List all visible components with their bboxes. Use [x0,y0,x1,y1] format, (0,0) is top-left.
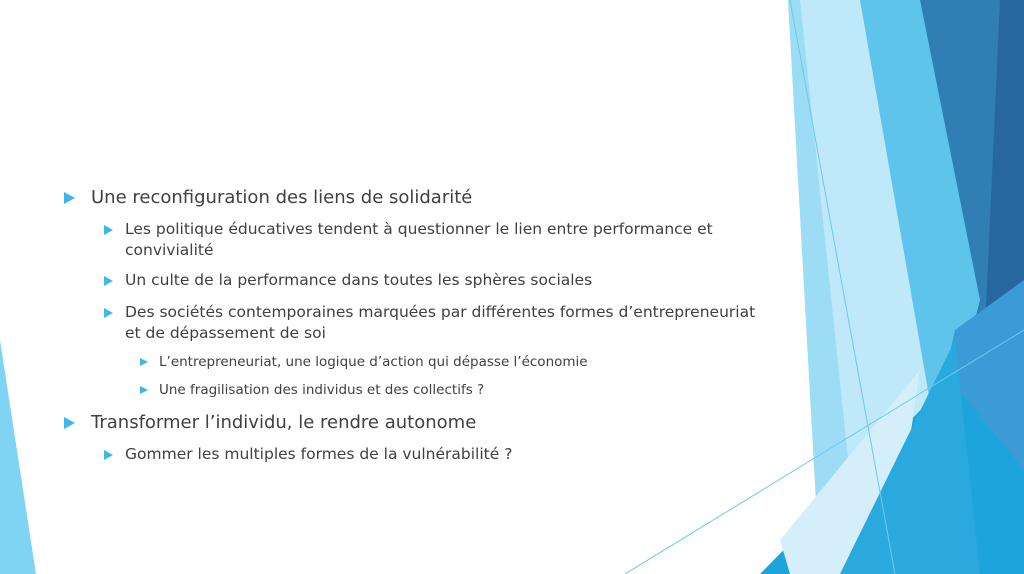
bullet-level1 [64,186,472,209]
bullet-level1 [64,411,476,434]
bullet-arrow-icon [140,386,148,394]
bullet-text: Gommer les multiples formes de la vulnérabilité ? [125,445,513,463]
bullet-text: Des sociétés contemporaines marquées par différentes formes d’entrepreneuriat et de dépassement de soi [125,303,756,342]
bullet-arrow-icon [64,417,75,429]
bullet-arrow-icon [64,192,75,204]
bullet-arrow-icon [104,450,113,460]
bullet-text: Les politique éducatives tendent à questionner le lien entre performance et convivialité [125,220,713,259]
bullet-text: Transformer l’individu, le rendre autonome [91,412,477,433]
bullet-arrow-icon [104,276,113,286]
bullet-level2 [104,270,784,291]
bullet-text: Une fragilisation des individus et des collectifs ? [159,382,485,398]
bullet-level3 [140,381,760,399]
bullet-level3 [140,353,760,371]
bullet-text: Un culte de la performance dans toutes les sphères sociales [125,271,593,289]
bullet-level2 [104,302,784,344]
bullet-arrow-icon [140,358,148,366]
bullet-arrow-icon [104,308,113,318]
bullet-text: Une reconfiguration des liens de solidarité [91,187,473,208]
bullet-level2 [104,444,784,465]
bullet-level2 [104,219,784,261]
bullet-text: L’entrepreneuriat, une logique d’action qui dépasse l’économie [159,354,588,370]
bullet-arrow-icon [104,225,113,235]
